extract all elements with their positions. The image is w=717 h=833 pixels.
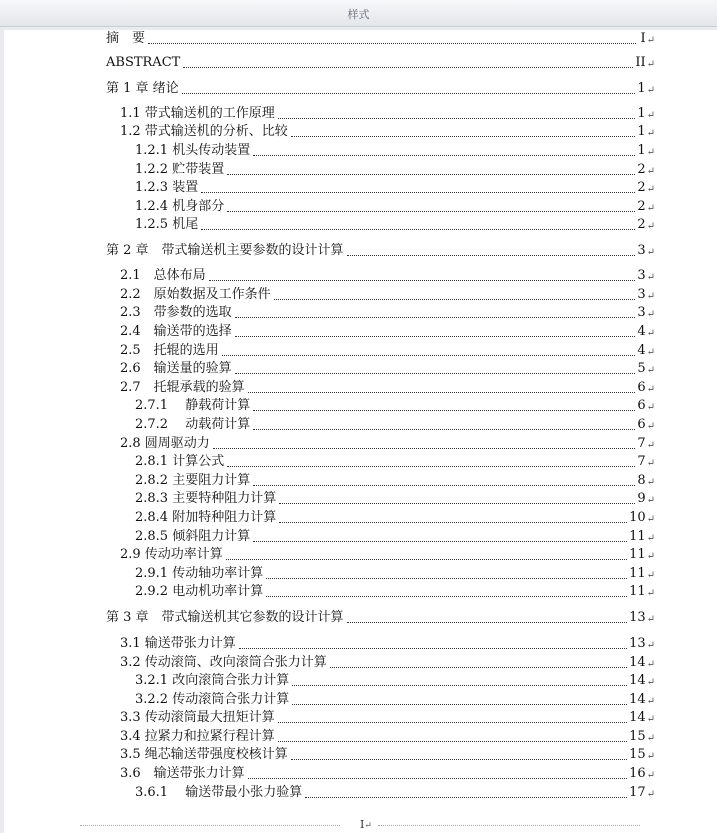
- document-page[interactable]: [4, 30, 717, 833]
- toc-entry[interactable]: [135, 510, 655, 526]
- dot-leader: [278, 118, 636, 119]
- dot-leader: [227, 174, 635, 175]
- toc-entry-title: 第 2 章 带式输送机主要参数的设计计算: [106, 243, 344, 258]
- toc-entry[interactable]: [135, 454, 655, 470]
- toc-entry-title: 2.8.1 计算公式: [135, 454, 225, 469]
- dot-leader: [227, 466, 635, 467]
- dot-leader: [253, 410, 635, 411]
- paragraph-return-mark-icon: ↵: [646, 272, 655, 283]
- toc-entry-page-number: 17: [629, 785, 646, 800]
- toc-entry-title: 2.8.2 主要阻力计算: [135, 473, 251, 488]
- paragraph-return-mark-icon: ↵: [646, 221, 655, 232]
- toc-entry-page-number: 3: [637, 268, 646, 283]
- toc-entry-page-number: 1: [637, 106, 646, 121]
- toc-entry[interactable]: [135, 584, 655, 600]
- toc-entry-title: 2.2 原始数据及工作条件: [120, 287, 271, 302]
- dot-leader: [253, 541, 627, 542]
- paragraph-return-mark-icon: ↵: [646, 110, 655, 121]
- toc-entry-title: 3.6.1 输送带最小张力验算: [135, 785, 303, 800]
- dot-leader: [227, 211, 635, 212]
- paragraph-return-mark-icon: ↵: [646, 128, 655, 139]
- toc-entry-title: 2.6 输送量的验算: [120, 361, 232, 376]
- paragraph-return-mark-icon: ↵: [646, 477, 655, 488]
- paragraph-return-mark-icon: ↵: [646, 147, 655, 158]
- paragraph-return-mark-icon: ↵: [646, 714, 655, 725]
- toc-entry-title: 2.3 带参数的选取: [120, 305, 232, 320]
- dot-leader: [292, 704, 627, 705]
- paragraph-return-mark-icon: ↵: [646, 203, 655, 214]
- toc-entry-title: 2.8.4 附加特种阻力计算: [135, 510, 277, 525]
- toc-entry[interactable]: [120, 361, 655, 377]
- paragraph-return-mark-icon: ↵: [646, 328, 655, 339]
- paragraph-return-mark-icon: ↵: [646, 421, 655, 432]
- paragraph-return-mark-icon: ↵: [646, 733, 655, 744]
- dot-leader: [201, 229, 635, 230]
- paragraph-return-mark-icon: ↵: [646, 59, 655, 70]
- toc-entry[interactable]: [135, 398, 655, 414]
- toc-entry[interactable]: [120, 343, 655, 359]
- toc-entry-title: 2.8.3 主要特种阻力计算: [135, 491, 277, 506]
- toc-entry-page-number: 6: [637, 380, 646, 395]
- toc-entry-page-number: 1: [637, 143, 646, 158]
- toc-entry[interactable]: [120, 324, 655, 340]
- dot-leader: [253, 155, 635, 156]
- paragraph-return-mark-icon: ↵: [646, 309, 655, 320]
- paragraph-return-mark-icon: ↵: [646, 751, 655, 762]
- dot-leader: [266, 596, 627, 597]
- toc-entry-title: 1.2.3 装置: [135, 180, 199, 195]
- toc-entry[interactable]: [106, 81, 655, 97]
- paragraph-return-mark-icon: ↵: [646, 402, 655, 413]
- dot-leader: [292, 685, 627, 686]
- toc-entry-page-number: 7: [637, 436, 646, 451]
- toc-entry-page-number: 11: [629, 584, 646, 599]
- dot-leader: [148, 43, 636, 44]
- toc-entry-title: 3.2.2 传动滚筒合张力计算: [135, 692, 290, 707]
- paragraph-return-mark-icon: ↵: [646, 696, 655, 707]
- toc-entry-title: 2.9.1 传动轴功率计算: [135, 566, 264, 581]
- paragraph-return-mark-icon: ↵: [646, 659, 655, 670]
- toc-entry-title: 摘 要: [106, 31, 146, 46]
- dot-leader: [279, 522, 627, 523]
- toc-entry-page-number: 13: [629, 610, 646, 625]
- toc-entry-page-number: 2: [637, 217, 646, 232]
- dot-leader: [291, 136, 636, 137]
- toc-entry-page-number: 1: [637, 81, 646, 96]
- toc-entry-title: 1.2.4 机身部分: [135, 199, 225, 214]
- dot-leader: [347, 622, 628, 623]
- toc-entry[interactable]: [120, 766, 655, 782]
- paragraph-return-mark-icon: ↵: [646, 166, 655, 177]
- toc-entry[interactable]: [120, 636, 655, 652]
- toc-entry-page-number: 3: [637, 243, 646, 258]
- paragraph-return-mark-icon: ↵: [646, 247, 655, 258]
- paragraph-return-mark-icon: ↵: [646, 789, 655, 800]
- toc-entry[interactable]: [135, 143, 655, 159]
- toc-entry[interactable]: [135, 473, 655, 489]
- paragraph-return-mark-icon: ↵: [646, 551, 655, 562]
- toc-entry-title: 2.5 托辊的选用: [120, 343, 219, 358]
- dot-leader: [266, 578, 627, 579]
- paragraph-return-mark-icon: ↵: [646, 35, 655, 46]
- toc-entry-title: 2.9.2 电动机功率计算: [135, 584, 264, 599]
- dot-leader: [278, 741, 627, 742]
- toc-entry-page-number: 5: [637, 361, 646, 376]
- toc-entry-title: 2.7.2 动载荷计算: [135, 417, 251, 432]
- toc-entry[interactable]: [120, 710, 655, 726]
- toc-entry[interactable]: [135, 491, 655, 507]
- toc-entry-page-number: 11: [629, 529, 646, 544]
- toc-entry-page-number: 4: [637, 324, 646, 339]
- paragraph-return-mark-icon: ↵: [646, 514, 655, 525]
- dot-leader: [235, 373, 636, 374]
- toc-entry-page-number: 15: [629, 729, 646, 744]
- toc-entry-title: 3.2.1 改向滚筒合张力计算: [135, 673, 290, 688]
- paragraph-return-mark-icon: ↵: [646, 458, 655, 469]
- dot-leader: [226, 559, 627, 560]
- toc-entry[interactable]: [120, 287, 655, 303]
- footer-divider: [80, 825, 340, 826]
- dot-leader: [239, 648, 627, 649]
- dot-leader: [213, 448, 636, 449]
- paragraph-return-mark-icon: ↵: [646, 440, 655, 451]
- dot-leader: [278, 722, 627, 723]
- toc-entry-title: 3.4 拉紧力和拉紧行程计算: [120, 729, 275, 744]
- toc-entry[interactable]: [135, 162, 655, 178]
- toc-entry-page-number: 4: [637, 343, 646, 358]
- paragraph-return-mark-icon: ↵: [646, 365, 655, 376]
- paragraph-return-mark-icon: ↵: [646, 184, 655, 195]
- paragraph-return-mark-icon: ↵: [646, 614, 655, 625]
- paragraph-return-mark-icon: ↵: [646, 495, 655, 506]
- toc-entry[interactable]: [135, 417, 655, 433]
- toc-entry-title: 3.2 传动滚筒、改向滚筒合张力计算: [120, 655, 327, 670]
- toc-entry-page-number: 15: [629, 747, 646, 762]
- toc-entry-title: 2.7 托辊承载的验算: [120, 380, 245, 395]
- toc-entry-title: 1.1 带式输送机的工作原理: [120, 106, 275, 121]
- toc-entry-page-number: I: [640, 31, 646, 46]
- paragraph-return-mark-icon: ↵: [646, 588, 655, 599]
- dot-leader: [253, 429, 635, 430]
- toc-entry-title: 1.2.5 机尾: [135, 217, 199, 232]
- toc-entry[interactable]: [120, 655, 655, 671]
- toc-entry-page-number: 3: [637, 287, 646, 302]
- paragraph-return-mark-icon: ↵: [646, 291, 655, 302]
- toc-entry[interactable]: [135, 785, 655, 801]
- toc-entry-page-number: 8: [637, 473, 646, 488]
- toc-entry-page-number: 3: [637, 305, 646, 320]
- toc-entry-page-number: 2: [637, 162, 646, 177]
- toc-entry-page-number: 6: [637, 417, 646, 432]
- toc-entry-title: 2.7.1 静载荷计算: [135, 398, 251, 413]
- dot-leader: [248, 778, 627, 779]
- toc-entry-title: 2.4 输送带的选择: [120, 324, 232, 339]
- toc-entry-page-number: 2: [637, 180, 646, 195]
- dot-leader: [182, 93, 636, 94]
- toc-entry-title: 2.8 圆周驱动力: [120, 436, 210, 451]
- toc-entry[interactable]: [106, 55, 655, 71]
- dot-leader: [253, 485, 635, 486]
- toc-entry-title: 3.6 输送带张力计算: [120, 766, 245, 781]
- toc-entry-title: 3.3 传动滚筒最大扭矩计算: [120, 710, 275, 725]
- toc-entry[interactable]: [135, 529, 655, 545]
- toc-entry-page-number: 14: [629, 655, 646, 670]
- dot-leader: [222, 355, 636, 356]
- toc-entry-title: 1.2 带式输送机的分析、比较: [120, 124, 288, 139]
- toc-entry-title: 第 1 章 绪论: [106, 81, 179, 96]
- toc-entry-page-number: 2: [637, 199, 646, 214]
- toc-entry-page-number: 11: [629, 547, 646, 562]
- toc-entry-page-number: 14: [629, 692, 646, 707]
- dot-leader: [248, 392, 636, 393]
- toc-entry[interactable]: [120, 729, 655, 745]
- footer-divider: [378, 825, 640, 826]
- toc-entry-page-number: 14: [629, 710, 646, 725]
- toc-entry[interactable]: [120, 436, 655, 452]
- paragraph-return-mark-icon: ↵: [646, 770, 655, 781]
- dot-leader: [235, 317, 636, 318]
- toc-entry-title: 3.1 输送带张力计算: [120, 636, 236, 651]
- toc-entry[interactable]: [135, 692, 655, 708]
- paragraph-return-mark-icon: ↵: [646, 677, 655, 688]
- toc-entry[interactable]: [135, 199, 655, 215]
- toc-entry[interactable]: [120, 124, 655, 140]
- toc-entry-title: 1.2.1 机头传动装置: [135, 143, 251, 158]
- toc-entry[interactable]: [135, 217, 655, 233]
- dot-leader: [279, 503, 635, 504]
- toc-entry[interactable]: [120, 305, 655, 321]
- dot-leader: [201, 192, 635, 193]
- toc-entry[interactable]: [106, 243, 655, 259]
- toc-entry[interactable]: [120, 106, 655, 122]
- paragraph-return-mark-icon: ↵: [646, 384, 655, 395]
- toc-entry-title: 第 3 章 带式输送机其它参数的设计计算: [106, 610, 344, 625]
- toc-entry-title: ABSTRACT: [106, 55, 181, 70]
- toc-entry[interactable]: [120, 547, 655, 563]
- paragraph-return-mark-icon: ↵: [646, 533, 655, 544]
- dot-leader: [291, 759, 627, 760]
- dot-leader: [330, 667, 627, 668]
- toc-entry-title: 2.8.5 倾斜阻力计算: [135, 529, 251, 544]
- paragraph-return-mark-icon: ↵: [646, 347, 655, 358]
- title-bar: [0, 0, 717, 27]
- window-title: 样式: [347, 8, 370, 21]
- toc-entry[interactable]: [135, 180, 655, 196]
- toc-entry-title: 3.5 绳芯输送带强度校核计算: [120, 747, 288, 762]
- dot-leader: [209, 280, 636, 281]
- toc-entry-title: 1.2.2 贮带装置: [135, 162, 225, 177]
- paragraph-return-mark-icon: ↵: [646, 640, 655, 651]
- dot-leader: [235, 336, 636, 337]
- dot-leader: [347, 255, 636, 256]
- paragraph-return-mark-icon: ↵: [646, 570, 655, 581]
- dot-leader: [305, 797, 627, 798]
- toc-entry-page-number: 9: [637, 491, 646, 506]
- toc-entry-page-number: 16: [629, 766, 646, 781]
- toc-entry-title: 2.9 传动功率计算: [120, 547, 223, 562]
- toc-entry-page-number: 11: [629, 566, 646, 581]
- toc-entry-page-number: 13: [629, 636, 646, 651]
- paragraph-return-mark-icon: ↵: [646, 85, 655, 96]
- toc-entry-page-number: 10: [629, 510, 646, 525]
- footer-page-number: [360, 818, 372, 831]
- toc-entry[interactable]: [135, 566, 655, 582]
- toc-entry-page-number: 6: [637, 398, 646, 413]
- toc-entry-title: 2.1 总体布局: [120, 268, 206, 283]
- toc-entry-page-number: II: [635, 55, 646, 70]
- toc-entry[interactable]: [120, 747, 655, 763]
- toc-entry-page-number: 14: [629, 673, 646, 688]
- toc-entry-page-number: 7: [637, 454, 646, 469]
- toc-entry[interactable]: [106, 610, 655, 626]
- footer-page-number-text: I: [360, 818, 365, 831]
- dot-leader: [183, 67, 633, 68]
- toc-entry[interactable]: [135, 673, 655, 689]
- toc-entry[interactable]: [106, 31, 655, 47]
- paragraph-return-mark-icon: ↵: [364, 821, 372, 831]
- toc-entry-page-number: 1: [637, 124, 646, 139]
- toc-entry[interactable]: [120, 380, 655, 396]
- dot-leader: [274, 299, 636, 300]
- toc-entry[interactable]: [120, 268, 655, 284]
